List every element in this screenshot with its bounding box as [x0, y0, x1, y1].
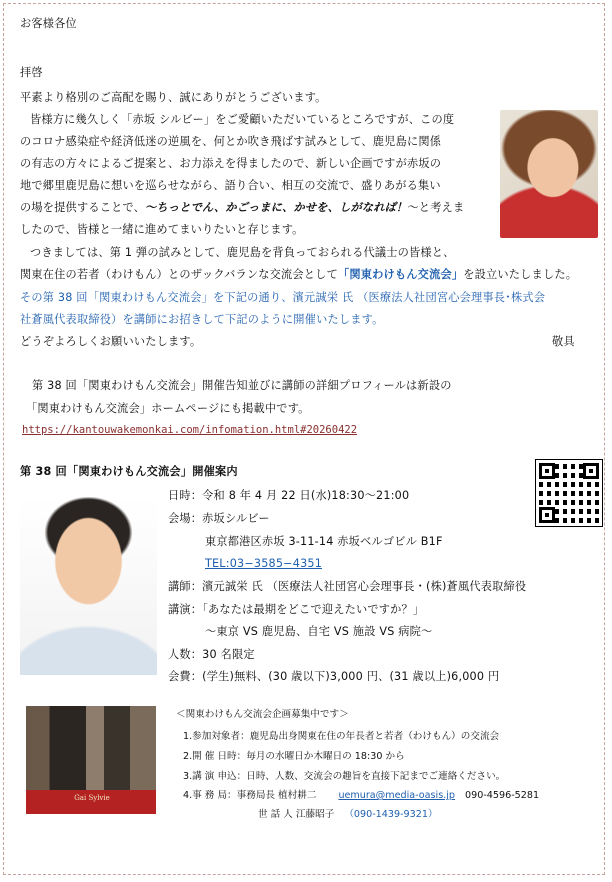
recruit-item-3: 3.講 演 申込：日時、人数、交流会の趣旨を直接下記までご連絡ください。 [183, 771, 506, 782]
body-line-7: つきましては、第 1 弾の試みとして、鹿児島を背負っておられる代議士の皆様と、 [30, 246, 455, 259]
homepage-link[interactable]: https://kantouwakemonkai.com/infomation.html#20260422 [22, 424, 358, 436]
body-line-5: の場を提供することで、〜ちっとでん、かごっまに、かせを、しがなれば！〜と考えま [20, 201, 465, 214]
recruit-title: ＜関東わけもん交流会企画募集中です＞ [176, 709, 349, 720]
salutation: お客様各位 [20, 17, 77, 30]
venue-sign: Gai Sylvie [74, 794, 110, 802]
secretariat-phone: 090-4596-5281 [465, 790, 540, 801]
event-speaker: 講師：濱元誠栄 氏 （医療法人社団宮心会理事長・(株)蒼風代表取締役 [168, 580, 527, 593]
body-line-6: したので、皆様と一緒に進めてまいりたいと存じます。 [20, 223, 304, 236]
notice-line-2: 「関東わけもん交流会」ホームページにも掲載中です。 [26, 402, 310, 415]
recruit-item-5: 世 話 人 江藤昭子 （090-1439-9321） [258, 809, 438, 820]
qr-code [536, 460, 602, 526]
body-line-9: その第 38 回「関東わけもん交流会」を下記の通り、濱元誠栄 氏 （医療法人社団宮心会理事長･株式会 [20, 291, 546, 304]
notice-line-1: 第 38 回「関東わけもん交流会」開催告知並びに講師の詳細プロフィールは新設の [32, 379, 452, 392]
body-line-2: のコロナ感染症や経済低迷の逆風を、何とか吹き飛ばす試みとして、鹿児島に関係 [20, 135, 442, 148]
speaker-photo [20, 497, 157, 675]
talk-subtitle: 〜東京 VS 鹿児島、自宅 VS 施設 VS 病院〜 [205, 625, 433, 638]
event-venue: 会場：赤坂シルビー [168, 512, 270, 525]
host-photo [500, 110, 598, 238]
closing: 敬具 [552, 335, 575, 348]
body-line-1: 皆様方に幾久しく「赤坂 シルビー」をご愛顧いただいているところですが、この度 [30, 113, 455, 126]
body-line-8: 関東在住の若者（わけもん）とのザックバランな交流会として「関東わけもん交流会」を設立いたしました。 [20, 268, 578, 281]
recruit-item-1: 1.参加対象者：鹿児島出身関東在住の年長者と若者（わけもん）の交流会 [183, 731, 500, 742]
body-line-10: 社蒼風代表取締役）を講師にお招きして下記のように開催いたします。 [20, 313, 384, 326]
event-capacity: 人数：30 名限定 [168, 648, 255, 661]
opening: 拝啓 [20, 66, 43, 79]
greeting: 平素より格別のご高配を賜り、誠にありがとうございます。 [20, 91, 327, 104]
body-line-3: の有志の方々によるご提案と、お力添えを得ましたので、新しい企画ですが赤坂の [20, 157, 442, 170]
event-date: 日時：令和 8 年 4 月 22 日(水)18:30〜21:00 [168, 489, 410, 502]
venue-phone-link[interactable]: TEL:03−3585−4351 [205, 557, 323, 570]
event-address: 東京都港区赤坂 3-11-14 赤坂ベルゴビル B1F [205, 535, 443, 548]
event-fee: 会費：(学生)無料、(30 歳以下)3,000 円、(31 歳以上)6,000 円 [168, 670, 500, 683]
secretariat-email-link[interactable]: uemura@media-oasis.jp [338, 790, 456, 801]
recruit-item-4: 4.事 務 局：事務局長 植村耕二 uemura@media-oasis.jp 090-4596-5281 [183, 790, 540, 801]
event-name-highlight: 「関東わけもん交流会」 [337, 268, 464, 281]
kagoshima-phrase: 〜ちっとでん、かごっまに、かせを、しがなれば！ [145, 201, 408, 214]
talk-title: 講演：「あなたは最期をどこで迎えたいですか？」 [168, 603, 425, 616]
recruit-item-2: 2.開 催 日時：毎月の水曜日か木曜日の 18:30 から [183, 751, 405, 762]
closing-request: どうぞよろしくお願いいたします。 [20, 335, 202, 348]
event-heading: 第 38 回「関東わけもん交流会」開催案内 [20, 465, 238, 478]
body-line-4: 地で郷里鹿児島に想いを巡らせながら、語り合い、相互の交流で、盛りあがる集い [20, 179, 441, 192]
caretaker-phone: （090-1439-9321） [344, 809, 438, 820]
venue-photo [26, 706, 156, 814]
